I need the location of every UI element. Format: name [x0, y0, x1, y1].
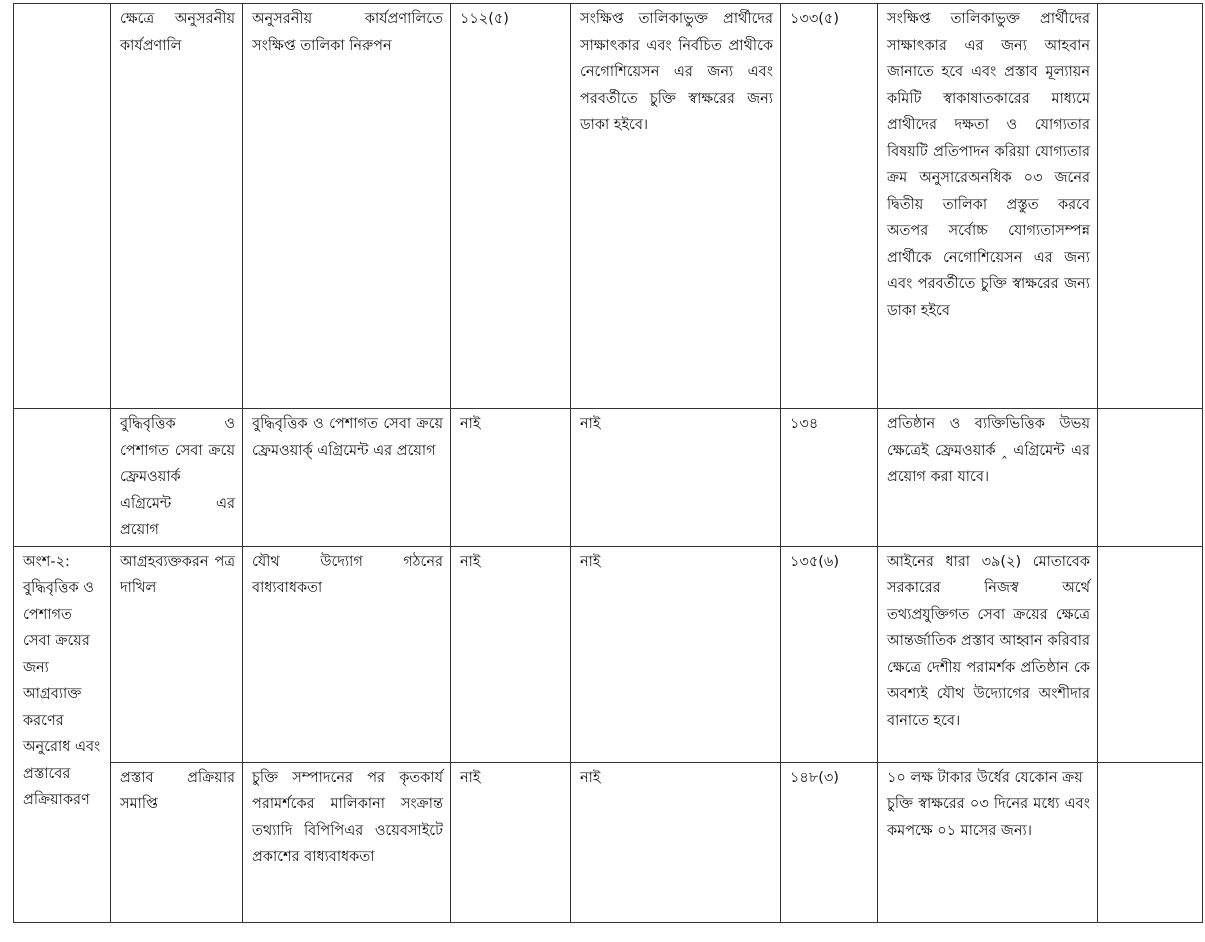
table-row — [14, 546, 1203, 762]
old-rule-ref-cell: নাই — [451, 409, 571, 547]
old-rule-text-cell: নাই — [571, 762, 781, 922]
new-rule-ref-cell: ১৩৩(৫) — [781, 4, 878, 409]
old-rule-ref-cell: নাই — [451, 762, 571, 922]
table-row — [14, 409, 1203, 547]
remarks-cell — [1098, 546, 1203, 762]
new-rule-text-line: চুক্তি স্বাক্ষরের ০৩ দিনের মধ্যে এবং কমপক্ষে ০১ মাসের জন্য। — [887, 796, 1090, 839]
old-rule-text-cell: নাই — [571, 409, 781, 547]
new-rule-text-cell: প্রতিষ্ঠান ও ব্যক্তিভিত্তিক উভয় ক্ষেত্রেই ফ্রেমওয়ার্ক ‸ এগ্রিমেন্ট এর প্রয়োগ করা যাবে। — [878, 409, 1098, 547]
new-rule-text-cell — [878, 762, 1098, 922]
remarks-cell — [1098, 4, 1203, 409]
description-cell: যৌথ উদ্যোগ গঠনের বাধ্যবাধকতা — [243, 546, 451, 762]
remarks-cell — [1098, 409, 1203, 547]
table-row — [14, 762, 1203, 922]
table-row — [14, 4, 1203, 409]
old-rule-ref-cell: ১১২(৫) — [451, 4, 571, 409]
section-cell — [14, 409, 111, 547]
topic-cell: বুদ্ধিবৃত্তিক ও পেশাগত সেবা ক্রয়ে ফ্রেমওয়ার্ক এগ্রিমেন্ট এর প্রয়োগ — [111, 409, 243, 547]
section-cell — [14, 4, 111, 409]
new-rule-text-cell: আইনের ধারা ৩৯(২) মোতাবেক সরকারের নিজস্ব অর্থে তথ্যপ্রযুক্তিগত সেবা ক্রয়ের ক্ষেত্রে আন্তর্জাতিক প্রস্তাব আহ্বান করিবার ক্ষেত্রে দেশীয় পরামর্শক প্রতিষ্ঠান কে অবশ্যই যৌথ উদ্যোগের অংশীদার বানাতে হবে। — [878, 546, 1098, 762]
new-rule-ref-cell: ১৪৮(৩) — [781, 762, 878, 922]
description-cell: অনুসরনীয় কার্যপ্রণালিতে সংক্ষিপ্ত তালিকা নিরুপন — [243, 4, 451, 409]
new-rule-ref-cell: ১৩৫(৬) — [781, 546, 878, 762]
old-rule-text-cell: নাই — [571, 546, 781, 762]
old-rule-text-cell: সংক্ষিপ্ত তালিকাভুক্ত প্রার্থীদের সাক্ষাৎকার এবং নির্বচিত প্রাথীকে নেগোশিয়েসন এর জন্য এবং পরবর্তীতে চুক্তি স্বাক্ষরের জন্য ডাকা হইবে। — [571, 4, 781, 409]
description-cell: বুদ্ধিবৃত্তিক ও পেশাগত সেবা ক্রয়ে ফ্রেমওয়ার্ক্ এগ্রিমেন্ট এর প্রয়োগ — [243, 409, 451, 547]
description-cell: চুক্তি সম্পাদনের পর কৃতকার্য পরামর্শকের মালিকানা সংক্রান্ত তথ্যাদি বিপিপিএর ওয়েবসাইটে প্রকাশের বাধ্যবাধকতা — [243, 762, 451, 922]
rules-comparison-table — [13, 3, 1203, 923]
remarks-cell — [1098, 762, 1203, 922]
old-rule-ref-cell: নাই — [451, 546, 571, 762]
new-rule-text-line: ১০ লক্ষ টাকার উর্ধের যেকোন ক্রয় — [887, 769, 1083, 786]
section-cell: অংশ-২: বুদ্ধিবৃত্তিক ও পেশাগত সেবা ক্রয়ের জন্য আগ্রব্যাক্ত করণের অনুরোধ এবং প্রস্তাবের প্রক্রিয়াকরণ — [14, 546, 111, 922]
new-rule-ref-cell: ১৩৪ — [781, 409, 878, 547]
new-rule-text-cell: সংক্ষিপ্ত তালিকাভুক্ত প্রার্থীদের সাক্ষাৎকার এর জন্য আহবান জানাতে হবে এবং প্রস্তাব মূল্যায়ন কমিটি স্বাকাষাতকারের মাধ্যমে প্রাথীদের দক্ষতা ও যোগ্যতার বিষয়টি প্রতিপাদন করিয়া যোগ্যতার ক্রম অনুসারেঅনধিক ০৩ জনের দ্বিতীয় তালিকা প্রস্তুত করবে অতপর সর্বোচ্চ যোগ্যতাসম্পন্ন প্রার্থীকে নেগোশিয়েসন এর জন্য এবং পরবর্তীতে চুক্তি স্বাক্ষরের জন্য ডাকা হইবে — [878, 4, 1098, 409]
topic-cell: প্রস্তাব প্রক্রিয়ার সমাপ্তি — [111, 762, 243, 922]
topic-cell: আগ্রহব্যক্তকরন পত্র দাখিল — [111, 546, 243, 762]
topic-cell: ক্ষেত্রে অনুসরনীয় কার্যপ্রণালি — [111, 4, 243, 409]
